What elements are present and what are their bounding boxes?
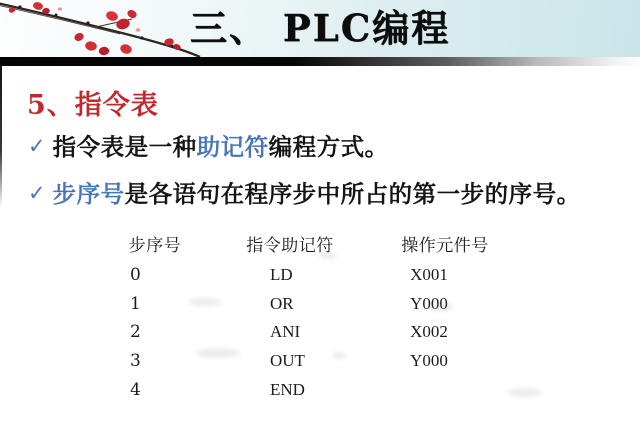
bullet-text-segment: 是各语句在程序步中所占的第一步的序号。 [124,180,581,208]
table-cell: X002 [410,322,448,342]
section-title: 5、指令表 [27,90,159,121]
table-cell: ANI [270,322,301,342]
instruction-table [100,232,520,405]
table-cell: Y000 [410,293,448,313]
bullet-text-segment: 编程方式。 [268,133,389,161]
bullet-text [53,132,389,162]
bullet-item [28,179,628,209]
table-cell: 3 [130,351,141,372]
scan-smudge [428,303,454,311]
table-cell: OR [270,293,294,313]
scan-smudge [318,253,338,259]
scan-smudge [188,298,222,306]
table-cell: OUT [270,351,305,371]
bullet-text [53,179,581,209]
table-cell: 1 [130,293,141,314]
header-band [0,0,640,57]
scan-smudge [196,348,240,358]
slide-title: 三、 PLC编程 [189,6,451,50]
divider-bar [0,57,640,66]
table-cell: 2 [130,322,141,343]
table-cell: 0 [130,264,141,285]
table-cell: 4 [130,379,141,400]
table-header-mnemonic: 指令助记符 [246,236,334,256]
table-cell: END [270,379,305,399]
table-cell: LD [270,264,293,284]
bullet-list [28,132,628,226]
scan-smudge [508,388,542,397]
bullet-text-segment: 指令表是一种 [52,133,197,161]
table-header-operand: 操作元件号 [401,236,489,256]
left-edge-line [0,66,2,208]
table-cell: X001 [410,264,448,284]
bullet-text-segment-highlight: 步序号 [52,180,125,208]
table-cell: Y000 [410,351,448,371]
bullet-item [28,132,628,162]
check-icon: ✓ [28,181,46,205]
table-header-step: 步序号 [128,236,182,256]
table-cell [370,376,520,405]
scan-smudge [332,352,346,359]
check-icon: ✓ [28,134,46,158]
bullet-text-segment-highlight: 助记符 [196,133,269,161]
